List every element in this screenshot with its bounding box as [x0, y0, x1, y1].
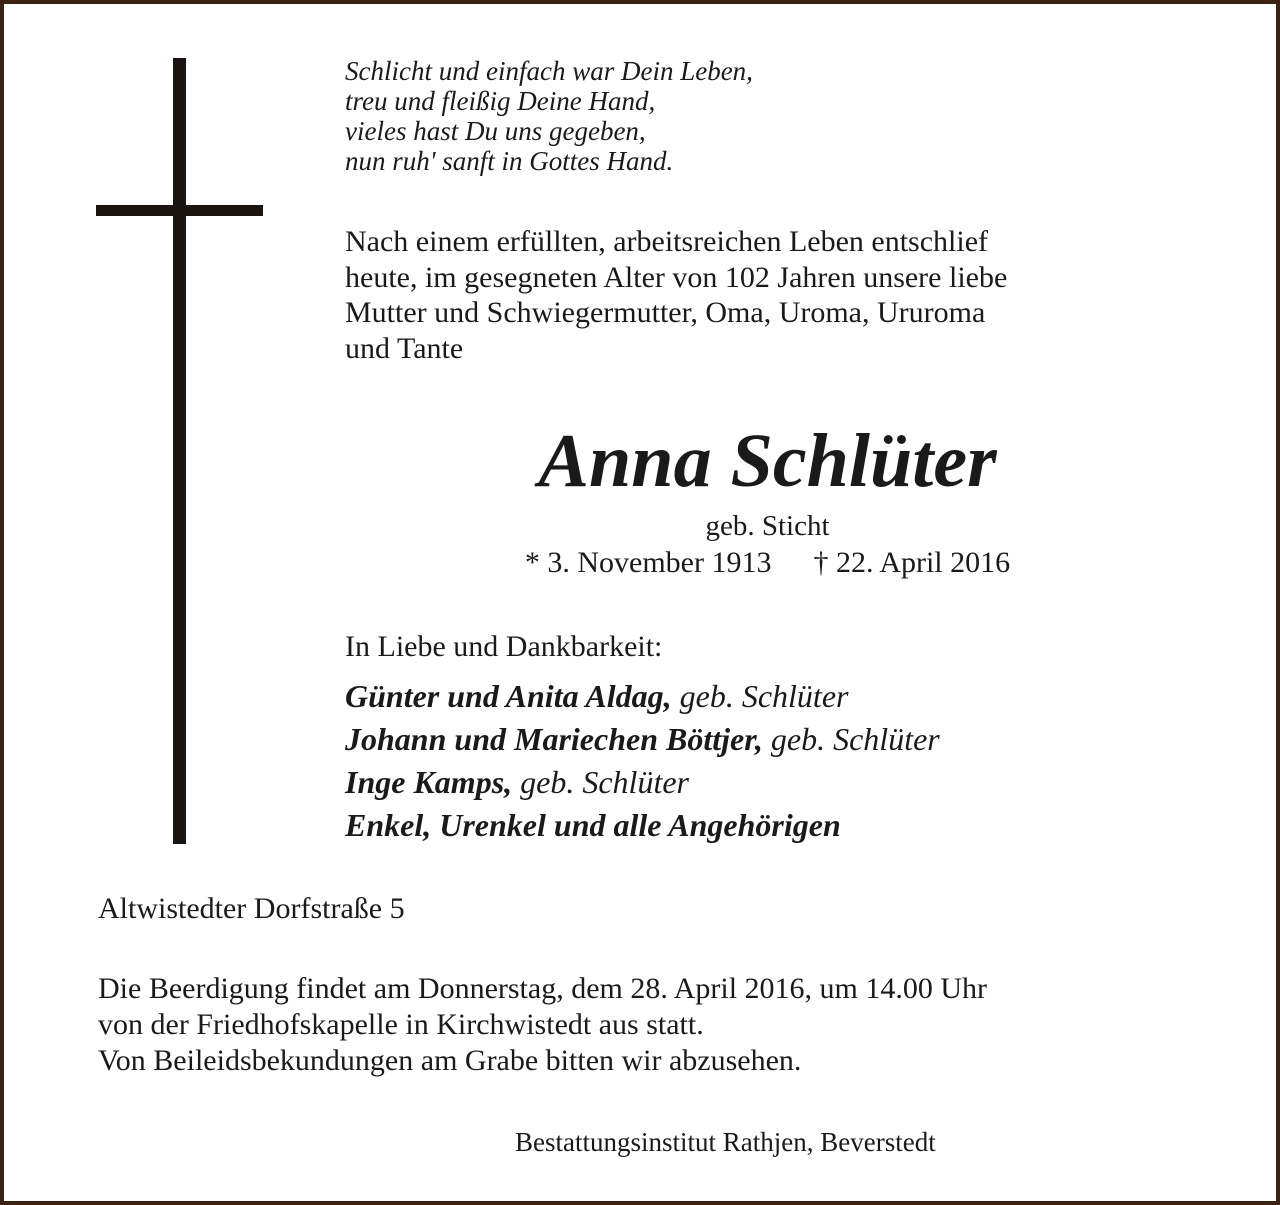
- poem-line: Schlicht und einfach war Dein Leben,: [345, 56, 753, 86]
- intro-paragraph: [345, 224, 1007, 366]
- birth-date: * 3. November 1913: [524, 546, 772, 579]
- mourner-note: geb. Schlüter: [679, 678, 849, 714]
- funeral-details: [98, 971, 987, 1079]
- mourner-names: Johann und Mariechen Böttjer,: [345, 721, 763, 757]
- funeral-line: von der Friedhofskapelle in Kirchwistedt aus statt.: [98, 1008, 704, 1041]
- address: Altwistedter Dorfstraße 5: [98, 892, 405, 925]
- intro-line: Nach einem erfüllten, arbeitsreichen Leben entschlief: [345, 225, 989, 258]
- poem-line: vieles hast Du uns gegeben,: [345, 116, 646, 146]
- intro-line: heute, im gesegneten Alter von 102 Jahren unsere liebe: [345, 260, 1008, 294]
- funeral-line: Von Beileidsbekundungen am Grabe bitten wir abzusehen.: [98, 1044, 802, 1077]
- deceased-name: Anna Schlüter: [538, 419, 997, 503]
- mourner-names: Günter und Anita Aldag,: [345, 678, 672, 714]
- mourner-names: Inge Kamps,: [345, 764, 513, 800]
- mourner-entry: [345, 675, 940, 718]
- funeral-line: Die Beerdigung findet am Donnerstag, dem 28. April 2016, um 14.00 Uhr: [98, 972, 988, 1005]
- mourners-intro: In Liebe und Dankbarkeit:: [345, 630, 663, 663]
- mourner-entry: [345, 804, 940, 847]
- intro-line: und Tante: [345, 331, 464, 365]
- poem-line: nun ruh' sanft in Gottes Hand.: [345, 146, 674, 176]
- cross-horizontal-bar: [96, 205, 263, 216]
- mourner-note: geb. Schlüter: [770, 721, 940, 757]
- life-dates: [345, 545, 1190, 581]
- intro-line: Mutter und Schwiegermutter, Oma, Uroma, Ururoma: [345, 296, 986, 329]
- mourner-entry: [345, 718, 940, 761]
- undertaker: Bestattungsinstitut Rathjen, Beverstedt: [515, 1127, 936, 1157]
- mourner-note: geb. Schlüter: [520, 764, 689, 800]
- birth-name: geb. Sticht: [705, 510, 830, 542]
- death-date: † 22. April 2016: [813, 546, 1011, 579]
- mourner-names: Enkel, Urenkel und alle Angehörigen: [345, 807, 841, 843]
- mourner-entry: [345, 761, 940, 804]
- mourners-list: [345, 675, 940, 847]
- poem: [345, 56, 753, 176]
- cross-vertical-bar: [173, 58, 186, 844]
- poem-line: treu und fleißig Deine Hand,: [345, 86, 656, 116]
